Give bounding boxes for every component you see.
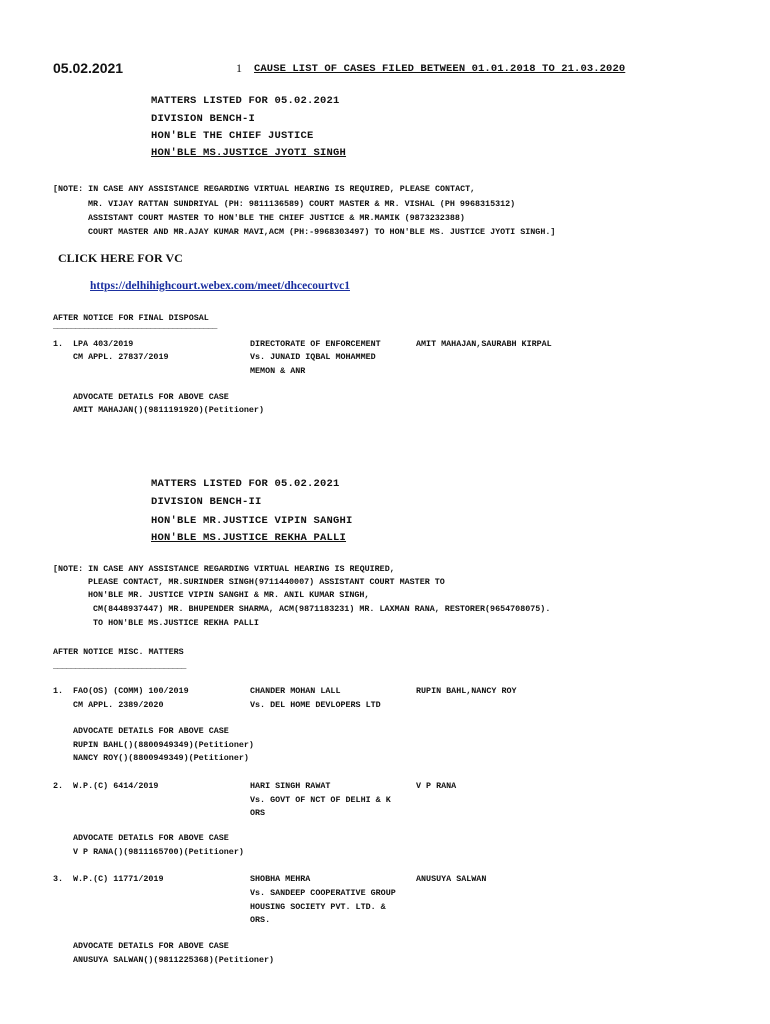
case-advocate: ANUSUYA SALWAN	[416, 874, 487, 884]
case-number: 2.	[53, 781, 64, 791]
case-party: HARI SINGH RAWAT	[250, 781, 331, 791]
bench2-section-rule: ______________________________	[53, 661, 186, 671]
page-number: 1	[236, 61, 242, 75]
bench2-judge2: HON'BLE MS.JUSTICE REKHA PALLI	[151, 532, 347, 544]
list-date: 05.02.2021	[53, 60, 124, 76]
bench1-judge2: HON'BLE MS.JUSTICE JYOTI SINGH	[151, 147, 347, 159]
advocate-detail: AMIT MAHAJAN()(9811191920)(Petitioner)	[73, 405, 264, 415]
bench1-section-title: AFTER NOTICE FOR FINAL DISPOSAL	[53, 313, 209, 323]
advocate-detail: NANCY ROY()(8800949349)(Petitioner)	[73, 753, 249, 763]
case-party: Vs. JUNAID IQBAL MOHAMMED	[250, 352, 376, 362]
bench2-judge1: HON'BLE MR.JUSTICE VIPIN SANGHI	[151, 515, 353, 527]
advocate-details-heading: ADVOCATE DETAILS FOR ABOVE CASE	[73, 392, 229, 402]
advocate-detail: RUPIN BAHL()(8800949349)(Petitioner)	[73, 740, 254, 750]
bench1-note-line: ASSISTANT COURT MASTER TO HON'BLE THE CHIEF JUSTICE & MR.MAMIK (9873232388)	[88, 213, 465, 223]
case-party: DIRECTORATE OF ENFORCEMENT	[250, 339, 381, 349]
bench1-note-line: COURT MASTER AND MR.AJAY KUMAR MAVI,ACM (PH:-9968303497) TO HON'BLE MS. JUSTICE JYOTI SINGH.]	[88, 227, 556, 237]
case-number: 1.	[53, 686, 64, 696]
bench1-judge1: HON'BLE THE CHIEF JUSTICE	[151, 130, 314, 142]
case-party: ORS.	[250, 915, 271, 925]
case-party: SHOBHA MEHRA	[250, 874, 311, 884]
advocate-details-heading: ADVOCATE DETAILS FOR ABOVE CASE	[73, 833, 229, 843]
bench1-section-rule: _____________________________________	[53, 321, 217, 331]
case-party: Vs. SANDEEP COOPERATIVE GROUP	[250, 888, 396, 898]
bench2-section-title: AFTER NOTICE MISC. MATTERS	[53, 647, 184, 657]
click-here-for-vc: CLICK HERE FOR VC	[58, 251, 183, 265]
bench2-matters-listed: MATTERS LISTED FOR 05.02.2021	[151, 478, 340, 490]
bench1-name: DIVISION BENCH-I	[151, 113, 256, 125]
bench1-matters-listed: MATTERS LISTED FOR 05.02.2021	[151, 95, 340, 107]
bench1-note-line: [NOTE: IN CASE ANY ASSISTANCE REGARDING VIRTUAL HEARING IS REQUIRED, PLEASE CONTACT,	[53, 184, 476, 194]
case-party: MEMON & ANR	[250, 366, 306, 376]
case-party: Vs. DEL HOME DEVLOPERS LTD	[250, 700, 381, 710]
vc-link[interactable]: https://delhihighcourt.webex.com/meet/dhcecourtvc1	[90, 280, 350, 292]
advocate-details-heading: ADVOCATE DETAILS FOR ABOVE CASE	[73, 726, 229, 736]
bench1-note-line: MR. VIJAY RATTAN SUNDRIYAL (PH: 9811136589) COURT MASTER & MR. VISHAL (PH 9968315312)	[88, 199, 516, 209]
case-number: 3.	[53, 874, 64, 884]
cause-list-title: CAUSE LIST OF CASES FILED BETWEEN 01.01.2018 TO 21.03.2020	[254, 63, 626, 75]
case-application: CM APPL. 2389/2020	[73, 700, 164, 710]
case-advocate: AMIT MAHAJAN,SAURABH KIRPAL	[416, 339, 552, 349]
bench2-note-line: HON'BLE MR. JUSTICE VIPIN SANGHI & MR. ANIL KUMAR SINGH,	[88, 590, 370, 600]
case-application: CM APPL. 27837/2019	[73, 352, 169, 362]
bench2-note-line: [NOTE: IN CASE ANY ASSISTANCE REGARDING VIRTUAL HEARING IS REQUIRED,	[53, 564, 395, 574]
case-party: Vs. GOVT OF NCT OF DELHI & K	[250, 795, 391, 805]
advocate-detail: ANUSUYA SALWAN()(9811225368)(Petitioner)	[73, 955, 275, 965]
case-id: W.P.(C) 6414/2019	[73, 781, 159, 791]
case-id: W.P.(C) 11771/2019	[73, 874, 164, 884]
case-advocate: V P RANA	[416, 781, 457, 791]
case-party: ORS	[250, 808, 266, 818]
case-id: FAO(OS) (COMM) 100/2019	[73, 686, 189, 696]
case-party: HOUSING SOCIETY PVT. LTD. &	[250, 902, 386, 912]
advocate-detail: V P RANA()(9811165700)(Petitioner)	[73, 847, 244, 857]
case-party: CHANDER MOHAN LALL	[250, 686, 341, 696]
advocate-details-heading: ADVOCATE DETAILS FOR ABOVE CASE	[73, 941, 229, 951]
bench2-note-line: CM(8448937447) MR. BHUPENDER SHARMA, ACM(9871183231) MR. LAXMAN RANA, RESTORER(9654708075).	[93, 604, 551, 614]
bench2-name: DIVISION BENCH-II	[151, 496, 262, 508]
case-advocate: RUPIN BAHL,NANCY ROY	[416, 686, 517, 696]
bench2-note-line: PLEASE CONTACT, MR.SURINDER SINGH(9711440007) ASSISTANT COURT MASTER TO	[88, 577, 445, 587]
bench2-note-line: TO HON'BLE MS.JUSTICE REKHA PALLI	[93, 618, 259, 628]
case-id: LPA 403/2019	[73, 339, 134, 349]
case-number: 1.	[53, 339, 64, 349]
